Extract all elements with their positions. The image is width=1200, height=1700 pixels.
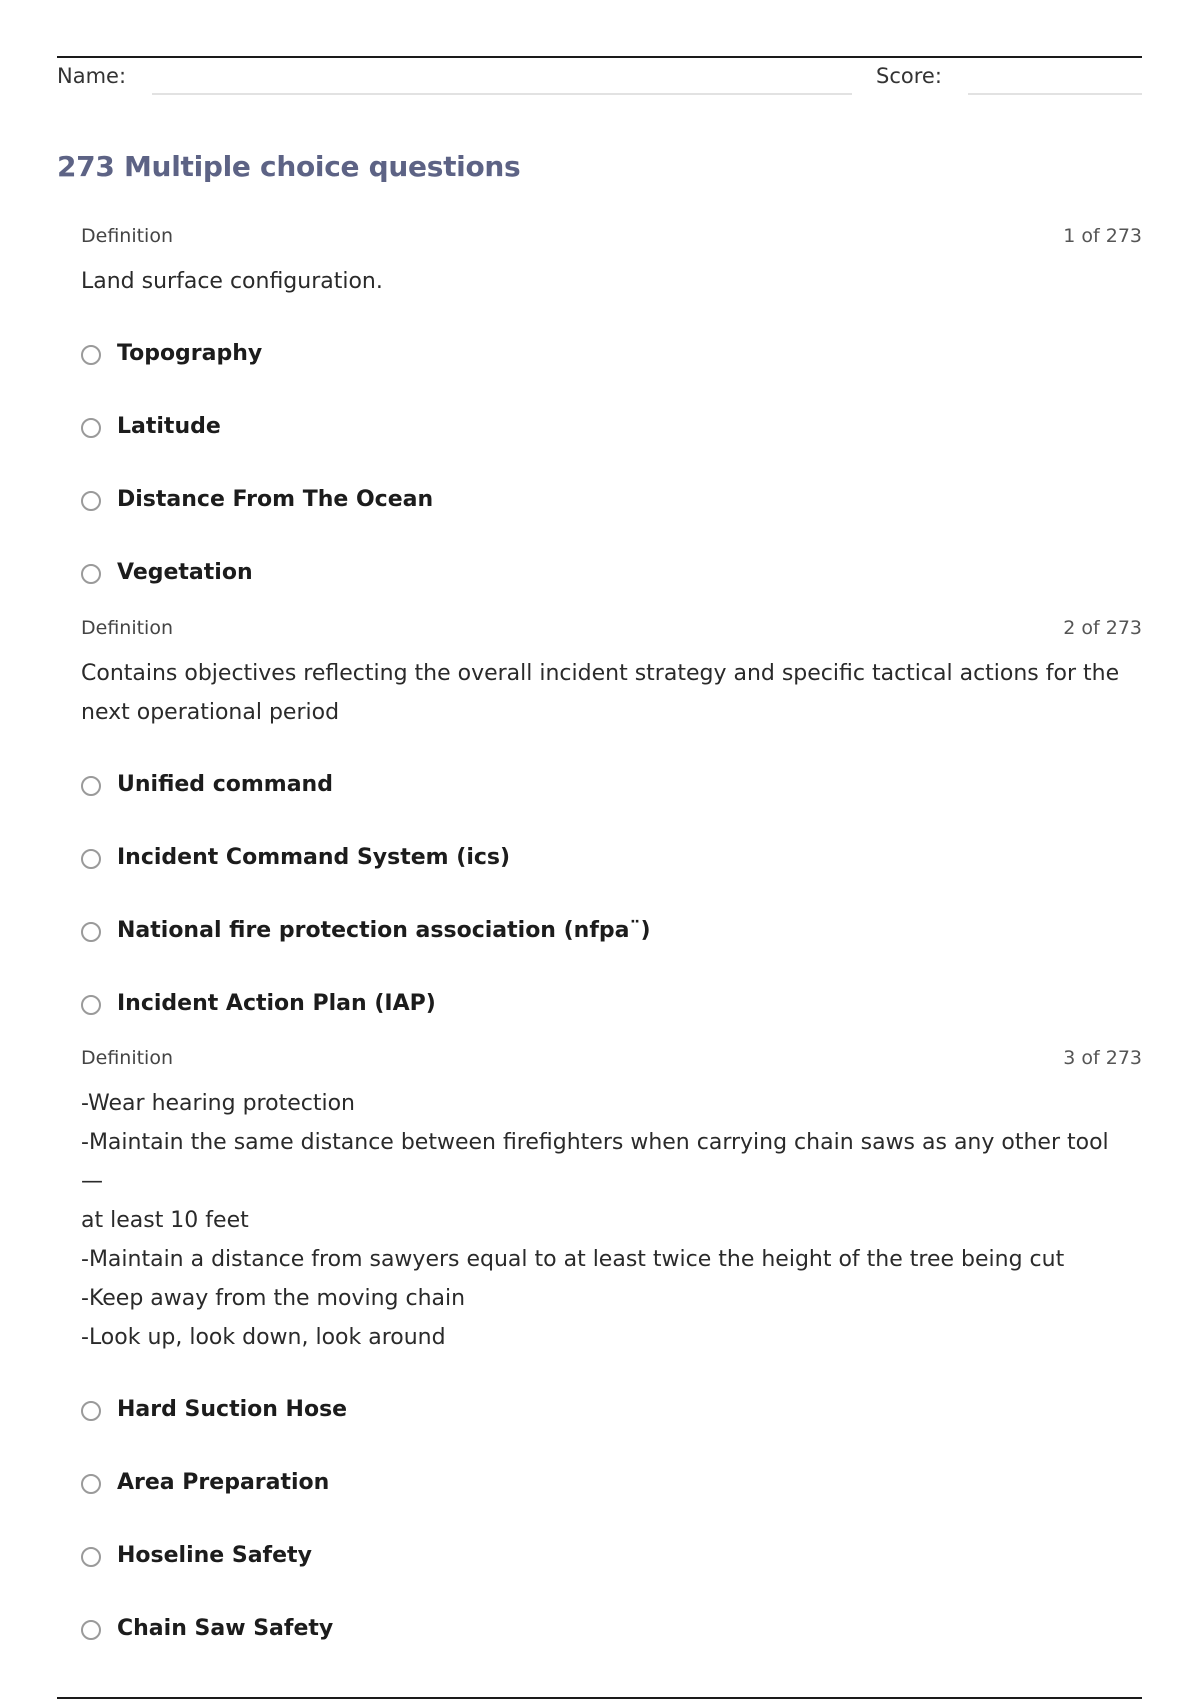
prompt-line: next operational period xyxy=(81,700,340,725)
question-counter: 3 of 273 xyxy=(1063,1047,1142,1069)
question-prompt xyxy=(81,1084,1121,1357)
option-label: Incident Command System (ics) xyxy=(117,845,511,870)
question-type-label: Definition xyxy=(81,225,174,247)
question-type-label: Definition xyxy=(81,617,174,639)
option-label: Hard Suction Hose xyxy=(117,1397,348,1422)
answer-option[interactable] xyxy=(81,391,1142,464)
answer-options xyxy=(81,749,1142,1041)
prompt-line: -Maintain a distance from sawyers equal to at least twice the height of the tree being cut xyxy=(81,1247,1065,1272)
top-rule xyxy=(57,56,1142,58)
question-counter: 1 of 273 xyxy=(1063,225,1142,247)
option-label: Area Preparation xyxy=(117,1470,330,1495)
option-label: Unified command xyxy=(117,772,333,797)
answer-option[interactable] xyxy=(81,1520,1142,1593)
question-prompt xyxy=(81,654,1121,732)
prompt-line: -Keep away from the moving chain xyxy=(81,1286,466,1311)
option-label: Vegetation xyxy=(117,560,253,585)
page-title: 273 Multiple choice questions xyxy=(57,150,521,183)
radio-button[interactable] xyxy=(81,418,101,438)
question-2 xyxy=(81,617,1142,1041)
answer-option[interactable] xyxy=(81,1447,1142,1520)
prompt-line: -Look up, look down, look around xyxy=(81,1325,446,1350)
option-label: Distance From The Ocean xyxy=(117,487,434,512)
prompt-line: Land surface configuration. xyxy=(81,269,383,294)
radio-button[interactable] xyxy=(81,564,101,584)
question-1 xyxy=(81,225,1142,610)
option-label: Latitude xyxy=(117,414,221,439)
option-label: Hoseline Safety xyxy=(117,1543,312,1568)
answer-option[interactable] xyxy=(81,537,1142,610)
answer-option[interactable] xyxy=(81,895,1142,968)
answer-option[interactable] xyxy=(81,1593,1142,1666)
radio-button[interactable] xyxy=(81,345,101,365)
radio-button[interactable] xyxy=(81,1620,101,1640)
radio-button[interactable] xyxy=(81,1547,101,1567)
radio-button[interactable] xyxy=(81,1474,101,1494)
question-prompt xyxy=(81,262,1121,301)
radio-button[interactable] xyxy=(81,776,101,796)
answer-option[interactable] xyxy=(81,749,1142,822)
option-label: Chain Saw Safety xyxy=(117,1616,334,1641)
prompt-line: Contains objectives reflecting the overall incident strategy and specific tactical actions for the xyxy=(81,661,1120,686)
radio-button[interactable] xyxy=(81,1401,101,1421)
name-field[interactable] xyxy=(152,93,852,95)
option-label: Topography xyxy=(117,341,263,366)
radio-button[interactable] xyxy=(81,849,101,869)
answer-option[interactable] xyxy=(81,968,1142,1041)
score-label: Score: xyxy=(876,64,942,88)
name-label: Name: xyxy=(57,64,127,88)
option-label: National fire protection association (nfpa¨) xyxy=(117,918,651,943)
question-type-label: Definition xyxy=(81,1047,174,1069)
answer-options xyxy=(81,1374,1142,1666)
question-3 xyxy=(81,1047,1142,1666)
answer-option[interactable] xyxy=(81,822,1142,895)
radio-button[interactable] xyxy=(81,995,101,1015)
answer-option[interactable] xyxy=(81,464,1142,537)
prompt-line: at least 10 feet xyxy=(81,1208,249,1233)
prompt-line: -Wear hearing protection xyxy=(81,1091,355,1116)
answer-option[interactable] xyxy=(81,318,1142,391)
option-label: Incident Action Plan (IAP) xyxy=(117,991,436,1016)
question-counter: 2 of 273 xyxy=(1063,617,1142,639)
answer-options xyxy=(81,318,1142,610)
answer-option[interactable] xyxy=(81,1374,1142,1447)
radio-button[interactable] xyxy=(81,491,101,511)
radio-button[interactable] xyxy=(81,922,101,942)
score-field[interactable] xyxy=(968,93,1142,95)
bottom-rule xyxy=(57,1697,1142,1699)
prompt-line: -Maintain the same distance between firefighters when carrying chain saws as any other tool— xyxy=(81,1130,1109,1194)
